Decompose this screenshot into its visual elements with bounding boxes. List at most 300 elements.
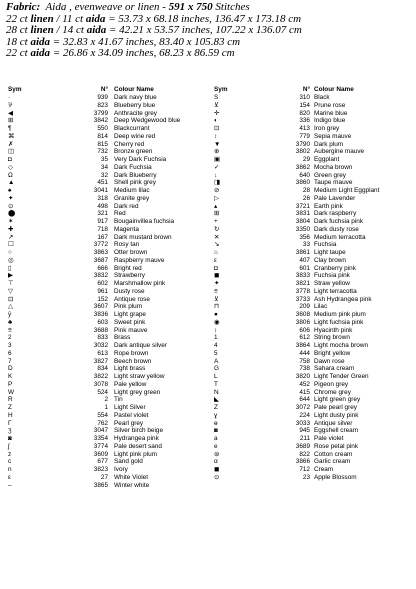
- color-row: [6, 164, 210, 172]
- colour-name: Chrome grey: [314, 388, 351, 396]
- colour-name: Dark Fuchsia: [114, 163, 152, 171]
- dmc-number: 3072: [295, 404, 310, 411]
- colour-name: Pearl grey: [114, 419, 144, 427]
- symbol-glyph: ⊙: [8, 202, 14, 210]
- color-row: [214, 249, 414, 257]
- color-row: [214, 172, 414, 180]
- color-row: [6, 365, 210, 373]
- symbol-glyph: 1: [214, 334, 218, 342]
- color-row: [214, 210, 414, 218]
- dmc-number: 3861: [295, 249, 310, 256]
- color-row: [6, 420, 210, 428]
- dmc-number: 677: [97, 458, 108, 466]
- symbol-glyph: ȳ: [8, 311, 12, 318]
- color-row: [6, 389, 210, 397]
- colour-name: Pale pearl grey: [314, 404, 357, 411]
- colour-name: Deep wine red: [114, 132, 156, 140]
- dmc-number: 640: [299, 171, 310, 179]
- symbol-glyph: ⅌: [8, 101, 13, 109]
- color-row: [6, 141, 210, 149]
- color-row: [6, 249, 210, 257]
- colour-name: Hydrangea pink: [114, 435, 159, 442]
- symbol-glyph: ↻: [214, 225, 220, 233]
- colour-name: Blueberry blue: [114, 101, 156, 109]
- colour-name: Pale Lavender: [314, 194, 356, 202]
- color-row: [214, 187, 414, 195]
- dmc-number: 3827: [93, 357, 108, 365]
- color-row: [214, 412, 414, 420]
- symbol-glyph: ◘: [214, 264, 218, 272]
- symbol-glyph: ↗: [8, 233, 14, 241]
- color-row: [6, 179, 210, 187]
- colour-name: Eggshell cream: [314, 427, 359, 435]
- color-row: [214, 141, 414, 149]
- color-row: [214, 241, 414, 249]
- sym-header: Sym: [214, 86, 228, 93]
- color-row: [214, 458, 414, 466]
- symbol-glyph: 6: [8, 349, 12, 357]
- size-line-28ct-linen: 28 ct linen / 14 ct aida = 42.21 x 53.57 inches, 107.22 x 136.07 cm: [6, 24, 302, 37]
- colour-name: Sand gold: [114, 458, 143, 466]
- symbol-glyph: ≡: [8, 326, 12, 334]
- symbol-glyph: ≡: [214, 287, 218, 295]
- color-row: [6, 474, 210, 482]
- color-row: [6, 257, 210, 265]
- symbol-glyph: ♣: [8, 318, 13, 326]
- symbol-glyph: a: [214, 435, 218, 442]
- color-row: [214, 451, 414, 459]
- colour-name: Bright red: [114, 264, 142, 272]
- symbol-glyph: ○: [8, 249, 12, 256]
- color-row: [214, 358, 414, 366]
- colour-name: Green grey: [314, 171, 346, 179]
- colour-name: Medium lilac: [114, 187, 150, 194]
- symbol-glyph: z: [8, 450, 12, 458]
- colour-name: Dark dusty rose: [314, 225, 359, 233]
- symbol-glyph: c: [8, 458, 12, 466]
- symbol-glyph: n: [8, 466, 12, 473]
- symbol-glyph: ↕: [214, 326, 218, 334]
- dmc-number: 823: [97, 101, 108, 109]
- symbol-glyph: N: [214, 388, 219, 396]
- dmc-number: 3802: [295, 148, 310, 156]
- colour-name: Deep Wedgewood blue: [114, 117, 181, 125]
- colour-name: Straw yellow: [314, 280, 350, 287]
- dmc-number: 34: [100, 163, 108, 171]
- symbol-glyph: ·: [8, 94, 11, 101]
- dmc-number: 3078: [93, 380, 108, 388]
- colour-name: Dark fuchsia pink: [314, 218, 364, 225]
- symbol-glyph: ⊻: [214, 295, 219, 303]
- color-row: [214, 396, 414, 404]
- colour-name: Silver birch beige: [114, 427, 164, 435]
- symbol-glyph: ▶: [8, 272, 13, 280]
- dmc-number: 833: [97, 334, 108, 342]
- column-headers: [214, 86, 414, 94]
- colour-name: Dusty rose: [114, 287, 145, 295]
- color-row: [214, 218, 414, 226]
- symbol-glyph: Z: [214, 404, 218, 411]
- dmc-number: 3032: [93, 342, 108, 349]
- symbol-glyph: ◣: [214, 396, 219, 404]
- dmc-number: 917: [97, 218, 108, 225]
- color-row: [214, 226, 414, 234]
- color-row: [214, 443, 414, 451]
- symbol-glyph: ↕: [214, 132, 218, 140]
- color-row: [6, 303, 210, 311]
- color-row: [6, 482, 210, 490]
- dmc-number: 3778: [295, 287, 310, 295]
- colour-name: Pigeon grey: [314, 380, 349, 388]
- colour-name: Magenta: [114, 225, 139, 233]
- dmc-number: 28: [302, 187, 310, 194]
- symbol-glyph: ✶: [8, 218, 14, 225]
- color-row: [6, 272, 210, 280]
- symbol-glyph: ⊘: [214, 187, 220, 194]
- symbol-glyph: ▴: [214, 202, 218, 210]
- colour-name: White Violet: [114, 473, 148, 481]
- color-row: [6, 265, 210, 273]
- color-row: [6, 319, 210, 327]
- color-row: [6, 334, 210, 342]
- symbol-glyph: ▷: [214, 194, 219, 202]
- dmc-number: 712: [299, 466, 310, 473]
- color-row: [6, 172, 210, 180]
- colour-name: Granite grey: [114, 194, 150, 202]
- symbol-glyph: ▲: [8, 179, 15, 187]
- symbol-glyph: H: [8, 411, 13, 419]
- dmc-number: 820: [299, 109, 310, 117]
- dmc-number: 3790: [295, 140, 310, 148]
- colour-name: String brown: [314, 334, 350, 342]
- symbol-glyph: ε: [8, 473, 11, 481]
- dmc-number: 29: [302, 156, 310, 163]
- symbol-glyph: ⊞: [214, 210, 220, 218]
- colour-name: Light pink plum: [114, 450, 157, 458]
- colour-name-header: Colour Name: [114, 86, 154, 93]
- colour-name: Fuchsia: [314, 241, 337, 249]
- dmc-number: 602: [97, 280, 108, 287]
- symbol-glyph: ♠: [8, 187, 12, 194]
- symbol-glyph: ⬤: [8, 210, 16, 218]
- symbol-glyph: α: [214, 458, 218, 466]
- dmc-number: 33: [302, 241, 310, 249]
- dmc-number: 3822: [93, 373, 108, 380]
- dmc-number: 23: [302, 473, 310, 481]
- dmc-number: 27: [100, 473, 108, 481]
- color-row: [214, 303, 414, 311]
- colour-name-header: Colour Name: [314, 86, 354, 93]
- color-row: [6, 396, 210, 404]
- dmc-number: 3860: [295, 179, 310, 187]
- symbol-glyph: ⊻: [214, 101, 219, 109]
- symbol-glyph: ⌂: [214, 249, 218, 256]
- dmc-number: 606: [299, 326, 310, 334]
- color-row: [6, 195, 210, 203]
- symbol-glyph: K: [8, 373, 13, 380]
- dmc-number: 612: [299, 334, 310, 342]
- colour-name: Rope brown: [114, 349, 149, 357]
- dmc-number: 3688: [93, 326, 108, 334]
- colour-name: Lilac: [314, 303, 328, 311]
- dmc-number: 613: [97, 349, 108, 357]
- dmc-number: 550: [97, 125, 108, 132]
- dmc-number: 3350: [295, 225, 310, 233]
- dmc-number: 3033: [295, 419, 310, 427]
- dmc-number: 3863: [93, 249, 108, 256]
- colour-name: Anthracite grey: [114, 109, 157, 117]
- color-row: [6, 427, 210, 435]
- colour-name: Tin: [114, 396, 123, 404]
- dmc-number: 815: [97, 140, 108, 148]
- color-row: [6, 342, 210, 350]
- symbol-glyph: ●: [214, 311, 218, 318]
- color-row: [214, 420, 414, 428]
- symbol-glyph: ◐: [214, 117, 218, 125]
- dmc-number: 3609: [93, 450, 108, 458]
- color-row: [214, 288, 414, 296]
- colour-name: Light brass: [114, 365, 146, 373]
- dmc-number: 3820: [295, 373, 310, 380]
- symbol-glyph: P: [8, 380, 13, 388]
- symbol-glyph: L: [214, 373, 218, 380]
- symbol-glyph: D: [8, 365, 13, 373]
- colour-name: Light taupe: [314, 249, 346, 256]
- num-header: N°: [302, 86, 310, 93]
- dmc-number: 356: [299, 233, 310, 241]
- dmc-number: 3831: [295, 210, 310, 218]
- colour-name: Iron grey: [314, 125, 340, 132]
- color-row: [214, 164, 414, 172]
- symbol-glyph: ⊜: [214, 450, 220, 458]
- color-row: [6, 133, 210, 141]
- colour-name: Sahara cream: [314, 365, 355, 373]
- color-row: [6, 458, 210, 466]
- color-row: [214, 296, 414, 304]
- colour-name: Red: [114, 210, 126, 218]
- symbol-glyph: ⌘: [8, 132, 15, 140]
- symbol-glyph: –: [8, 481, 12, 489]
- dmc-number: 554: [97, 411, 108, 419]
- colour-name: Pale violet: [314, 435, 344, 442]
- dmc-number: 209: [299, 303, 310, 311]
- color-row: [214, 117, 414, 125]
- dmc-number: 738: [299, 365, 310, 373]
- dmc-number: 779: [299, 132, 310, 140]
- dmc-number: 3687: [93, 256, 108, 264]
- dmc-number: 961: [97, 287, 108, 295]
- symbol-glyph: ☐: [8, 241, 14, 249]
- colour-name: Antique rose: [114, 295, 150, 303]
- colour-name: Light green grey: [314, 396, 361, 404]
- colour-name: Aubergine mauve: [314, 148, 365, 156]
- num-header: N°: [100, 86, 108, 93]
- color-row: [6, 210, 210, 218]
- colour-name: Dark plum: [314, 140, 344, 148]
- color-row: [214, 389, 414, 397]
- dmc-number: 3836: [93, 311, 108, 318]
- colour-name: Ivory: [114, 466, 128, 473]
- colour-name: Clay brown: [314, 256, 346, 264]
- color-row: [6, 358, 210, 366]
- color-row: [6, 156, 210, 164]
- dmc-number: 3832: [93, 272, 108, 280]
- symbol-glyph: ε: [214, 256, 217, 264]
- dmc-number: 452: [299, 380, 310, 388]
- dmc-number: 32: [100, 171, 108, 179]
- dmc-number: 2: [104, 396, 108, 404]
- symbol-glyph: +: [214, 218, 218, 225]
- dmc-number: 524: [97, 388, 108, 396]
- colour-name: Prune rose: [314, 101, 346, 109]
- colour-name: Marshmallow pink: [114, 280, 166, 287]
- symbol-glyph: ◫: [8, 148, 15, 156]
- symbol-glyph: 3: [8, 342, 12, 349]
- dmc-number: 644: [299, 396, 310, 404]
- symbol-glyph: T: [214, 380, 218, 388]
- symbol-glyph: ⊙: [214, 473, 220, 481]
- color-row: [6, 466, 210, 474]
- color-row: [214, 257, 414, 265]
- dmc-number: 154: [299, 101, 310, 109]
- dmc-number: 321: [97, 210, 108, 218]
- symbol-glyph: ¶: [8, 125, 12, 132]
- dmc-number: 3866: [295, 458, 310, 466]
- color-key-right-column: [214, 86, 414, 482]
- symbol-glyph: ✦: [214, 280, 220, 287]
- symbol-glyph: 2: [8, 334, 12, 342]
- sym-header: Sym: [8, 86, 22, 93]
- size-line-22ct-aida: 22 ct aida = 26.86 x 34.09 inches, 68.23 x 86.59 cm: [6, 47, 235, 60]
- colour-name: Dark mustard brown: [114, 233, 172, 241]
- symbol-glyph: S: [214, 94, 219, 101]
- dmc-number: 718: [97, 225, 108, 233]
- dmc-number: 3864: [295, 342, 310, 349]
- colour-name: Pink plum: [114, 303, 143, 311]
- color-row: [214, 381, 414, 389]
- color-row: [6, 125, 210, 133]
- symbol-glyph: ◘: [8, 156, 12, 163]
- color-row: [6, 94, 210, 102]
- colour-name: Cotton cream: [314, 450, 353, 458]
- symbol-glyph: 7: [8, 357, 12, 365]
- colour-name: Light dusty pink: [314, 411, 359, 419]
- colour-name: Indigo blue: [314, 117, 346, 125]
- colour-name: Medium Light Eggplant: [314, 187, 380, 194]
- colour-name: Pastel violet: [114, 411, 149, 419]
- symbol-glyph: ⊕: [214, 148, 220, 156]
- dmc-number: 3804: [295, 218, 310, 225]
- symbol-glyph: ✦: [8, 194, 14, 202]
- dmc-number: 407: [299, 256, 310, 264]
- dmc-number: 35: [100, 156, 108, 163]
- symbol-glyph: ✗: [8, 140, 14, 148]
- colour-name: Light Silver: [114, 404, 146, 411]
- symbol-glyph: ✕: [214, 233, 220, 241]
- colour-name: Cranberry pink: [314, 264, 356, 272]
- color-row: [214, 203, 414, 211]
- colour-name: Rosy tan: [114, 241, 140, 249]
- color-row: [214, 265, 414, 273]
- colour-name: Light grape: [114, 311, 146, 318]
- colour-name: Earth pink: [314, 202, 343, 210]
- colour-name: Medium terracotta: [314, 233, 366, 241]
- symbol-glyph: ⊡: [214, 125, 220, 132]
- dmc-number: 310: [299, 94, 310, 101]
- symbol-glyph: R: [8, 396, 13, 404]
- size-line-18ct-aida: 18 ct aida = 32.83 x 41.67 inches, 83.40 x 105.83 cm: [6, 35, 241, 48]
- dmc-number: 939: [97, 94, 108, 101]
- dmc-number: 762: [97, 419, 108, 427]
- dmc-number: 498: [97, 202, 108, 210]
- symbol-glyph: ɵ: [214, 419, 218, 427]
- size-line-22ct-linen: 22 ct linen / 11 ct aida = 53.73 x 68.18 inches, 136.47 x 173.18 cm: [6, 12, 302, 25]
- dmc-number: 152: [97, 295, 108, 303]
- dmc-number: 822: [299, 450, 310, 458]
- color-row: [6, 443, 210, 451]
- color-row: [214, 435, 414, 443]
- color-row: [214, 156, 414, 164]
- symbol-glyph: ◼: [214, 272, 220, 280]
- dmc-number: 3041: [93, 187, 108, 194]
- color-row: [214, 110, 414, 118]
- dmc-number: 945: [299, 427, 310, 435]
- symbol-glyph: ◀: [8, 109, 13, 117]
- colour-name: Taupe mauve: [314, 179, 353, 187]
- dmc-number: 3354: [93, 435, 108, 442]
- symbol-glyph: ◉: [214, 318, 220, 326]
- colour-name: Pale yellow: [114, 380, 147, 388]
- colour-name: Dark navy blue: [114, 94, 157, 101]
- colour-name: Winter white: [114, 481, 150, 489]
- symbol-glyph: Z: [8, 404, 12, 411]
- dmc-number: 413: [299, 125, 310, 132]
- symbol-glyph: ↓: [214, 171, 218, 179]
- symbol-glyph: ▽: [8, 287, 13, 295]
- colour-name: Light terracotta: [314, 287, 357, 295]
- color-row: [6, 203, 210, 211]
- colour-name: Dark raspberry: [314, 210, 357, 218]
- dmc-number: 1: [104, 404, 108, 411]
- color-row: [214, 179, 414, 187]
- colour-name: Light mocha brown: [314, 342, 368, 349]
- color-row: [214, 94, 414, 102]
- symbol-glyph: A: [214, 357, 219, 365]
- color-row: [6, 288, 210, 296]
- symbol-glyph: ◙: [8, 435, 12, 442]
- symbol-glyph: ʒ: [8, 427, 12, 435]
- symbol-glyph: Ω: [8, 171, 13, 179]
- color-row: [214, 311, 414, 319]
- color-row: [6, 412, 210, 420]
- symbol-glyph: ✓: [214, 163, 220, 171]
- colour-name: Eggplant: [314, 156, 340, 163]
- symbol-glyph: ↘: [214, 241, 220, 249]
- symbol-glyph: 5: [214, 349, 218, 357]
- colour-name: Brass: [114, 334, 131, 342]
- dmc-number: 167: [97, 233, 108, 241]
- symbol-glyph: ⊤: [8, 280, 14, 287]
- dmc-number: 3823: [93, 466, 108, 473]
- colour-name: Fuchsia pink: [314, 272, 350, 280]
- symbol-glyph: e: [214, 442, 218, 450]
- color-row: [214, 373, 414, 381]
- fabric-line: Fabric: Aida , evenweave or linen - 591 x 750 Stitches: [6, 1, 250, 13]
- dmc-number: 3733: [295, 295, 310, 303]
- symbol-glyph: ◼: [214, 466, 220, 473]
- dmc-number: 3806: [295, 318, 310, 326]
- colour-name: Pale desert sand: [114, 442, 162, 450]
